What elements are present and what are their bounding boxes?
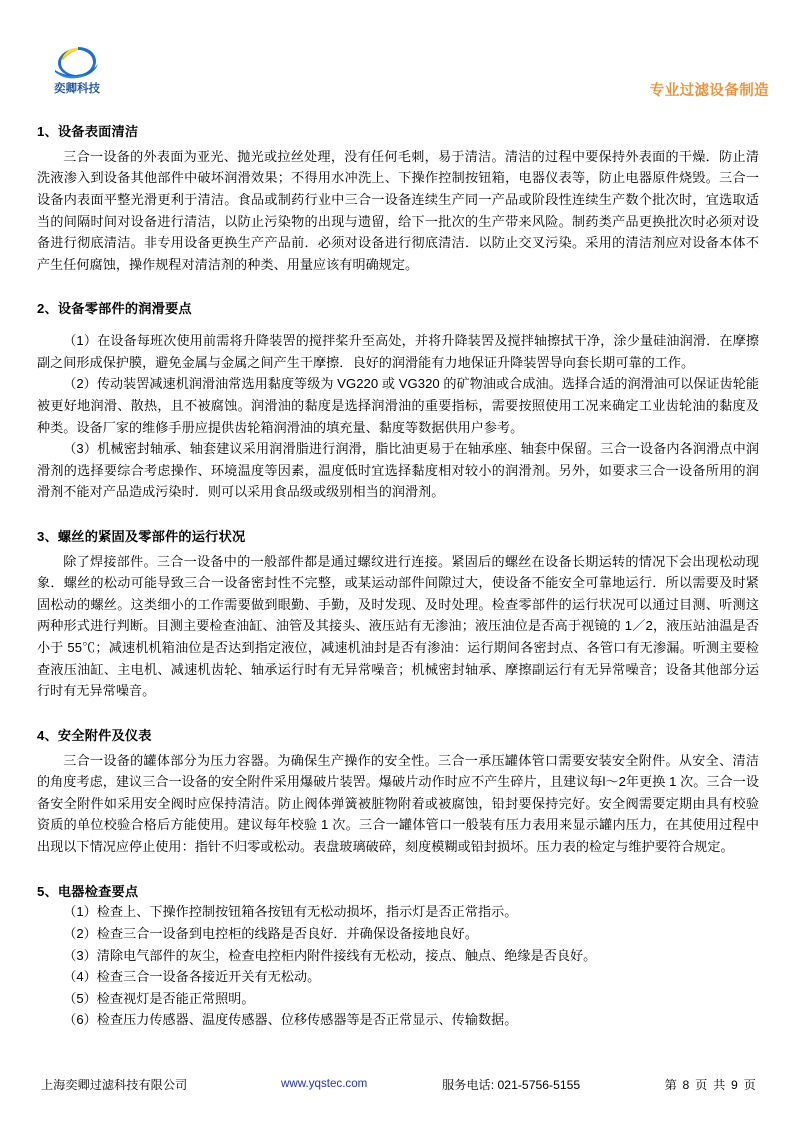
section-5-item-1: （1）检查上、下操作控制按钮箱各按钮有无松动损坏，指示灯是否正常指示。 bbox=[63, 904, 518, 920]
globe-swoosh-logo-icon bbox=[52, 44, 104, 82]
section-5-item-6: （6）检查压力传感器、温度传感器、位移传感器等是否正常显示、传输数据。 bbox=[63, 1012, 518, 1028]
page-footer bbox=[37, 1074, 759, 1100]
page-header bbox=[0, 0, 793, 108]
section-2-paragraph-1: （1）在设备每班次使用前需将升降装罟的搅拌桨升至高处，并将升降装罟及搅拌轴擦拭干净，涂少量硅油润滑．在摩擦副之间形成保护膜，避免金属与金属之间产生干摩擦．良好的润滑能有力地保证升降装罟导向套长期可靠的工作。 bbox=[37, 333, 759, 370]
document-body bbox=[37, 122, 759, 1031]
section-heading-3: 3、螺丝的紧固及零部件的运行状况 bbox=[37, 528, 246, 544]
logo-wordmark: 奕卿科技 bbox=[54, 83, 100, 95]
header-slogan: 专业过滤设备制造 bbox=[649, 83, 769, 99]
section-heading-4: 4、安全附件及仪表 bbox=[37, 727, 152, 743]
company-logo bbox=[44, 44, 110, 96]
footer-company-name: 上海奕卿过滤科技有限公司 bbox=[41, 1078, 188, 1092]
section-2-paragraph-3: （3）机械密封轴承、轴套建议采用润滑脂进行润滑，脂比油更易于在轴承座、轴套中保留。三合一设备内各润滑点中润滑剂的选择要综合考虑操作、环境温度等因素，温度低时宜选择黏度相对较小的润滑剂。另外，如要求三合一设备所用的润滑剂不能对产品造成污染时．则可以采用食品级或级别相当的润滑剂。 bbox=[37, 441, 759, 500]
section-5-item-2: （2）检查三合一设备到电控柜的线路是否良好．并确保设备接地良好。 bbox=[63, 926, 478, 942]
section-4-paragraph-1: 三合一设备的罐体部分为压力容器。为确保生产操作的安全性。三合一承压罐体管口需要安装安全附件。从安全、清洁的角度考虑，建议三合一设备的安全附件采用爆破片装罟。爆破片动作时应不产生碎片，且建议每l～2年更换 1 次。三合一设备安全附件如采用安全阀时应保持清洁。防止阀体弹簧被脏物附着或被腐蚀，铅封要保持完好。安全阀需要定期由具有校验资质的单位校验合格后方能使用。建议每年校验 1 次。三合一罐体管口一般装有压力表用来显示罐内压力，在其使用过程中出现以下情况应停止使用：指针不归零或松动。表盘玻璃破碎，刻度模糊或铅封损坏。压力表的检定与维护要符合规定。 bbox=[37, 752, 759, 855]
footer-page-number: 第 8 页 共 9 页 bbox=[664, 1078, 757, 1092]
section-5-item-5: （5）检查视灯是否能正常照明。 bbox=[63, 990, 255, 1006]
section-3-paragraph-1: 除了焊接部件。三合一设备中的一般部件都是通过螺纹进行连接。紧固后的螺丝在设备长期运转的情况下会出现松动现象．螺丝的松动可能导致三合一设备密封性不完整，或某运动部件间隙过大，使设备不能安全可靠地运行．所以需要及时紧固松动的螺丝。这类细小的工作需要做到眼勤、手勤，及时发现、及时处理。检查零部件的运行状况可以通过目测、听测这两种形式进行判断。目测主要检查油缸、油管及其接头、液压站有无渗油；液压油位是否高于视镜的 1／2，液压站油温是否小于 55℃；减速机机箱油位是否达到指定液位，减速机油封是否有渗油：运行期间各密封点、各管口有无渗漏。听测主要检查液压油缸、主电机、减速机齿轮、轴承运行时有无异常噪音；机械密封轴承、摩擦副运行有无异常噪音；设备其他部分运行时有无异常噪音。 bbox=[37, 553, 759, 699]
footer-website-link[interactable]: www.yqstec.com bbox=[281, 1077, 368, 1090]
footer-service-phone: 服务电话: 021-5756-5155 bbox=[442, 1078, 581, 1092]
section-1-paragraph-1: 三合一设备的外表面为亚光、抛光或拉丝处理，没有任何毛刺，易于清洁。清洁的过程中要保持外表面的干燥．防止清洗液渗入到设备其他部件中破坏润滑效果；不得用水冲洗上、下操作控制按钮箱，电器仪表等，防止电器原件烧毁。三合一设备内表面平整光滑更利于清洁。食品或制药行业中三合一设备连续生产同一产品或阶段性连续生产数个批次时，宜选取适当的间隔时间对设备进行清洁，以防止污染物的出现与遗留，给下一批次的生产带来风险。制药类产品更换批次时必须对设备进行彻底清洁。非专用设备更换生产产品前．必须对设备进行彻底清洁．以防止交叉污染。采用的清洁剂应对设备本体不产生任何腐蚀，操作规程对清洁剂的种类、用量应该有明确规定。 bbox=[37, 148, 759, 272]
section-2-paragraph-2: （2）传动装罟减速机润滑油常选用黏度等级为 VG220 或 VG320 的矿物油或合成油。选择合适的润滑油可以保证齿轮能被更好地润滑、散热，且不被腐蚀。润滑油的黏度是选择润滑油的重要指标，需要按照使用工况来确定工业齿轮油的黏度及种类。设备厂家的维修手册应提供齿轮箱润滑油的填充量、黏度等数据供用户参考。 bbox=[37, 376, 759, 435]
section-5-item-3: （3）清除电气部件的灰尘，检查电控柜内附件接线有无松动，接点、触点、绝缘是否良好。 bbox=[63, 947, 597, 963]
section-5-item-4: （4）检查三合一设备各接近开关有无松动。 bbox=[63, 969, 321, 985]
section-heading-2: 2、设备零部件的润滑要点 bbox=[37, 301, 192, 317]
section-heading-1: 1、设备表面清洁 bbox=[37, 124, 139, 139]
section-heading-5: 5、电器检查要点 bbox=[37, 883, 139, 899]
